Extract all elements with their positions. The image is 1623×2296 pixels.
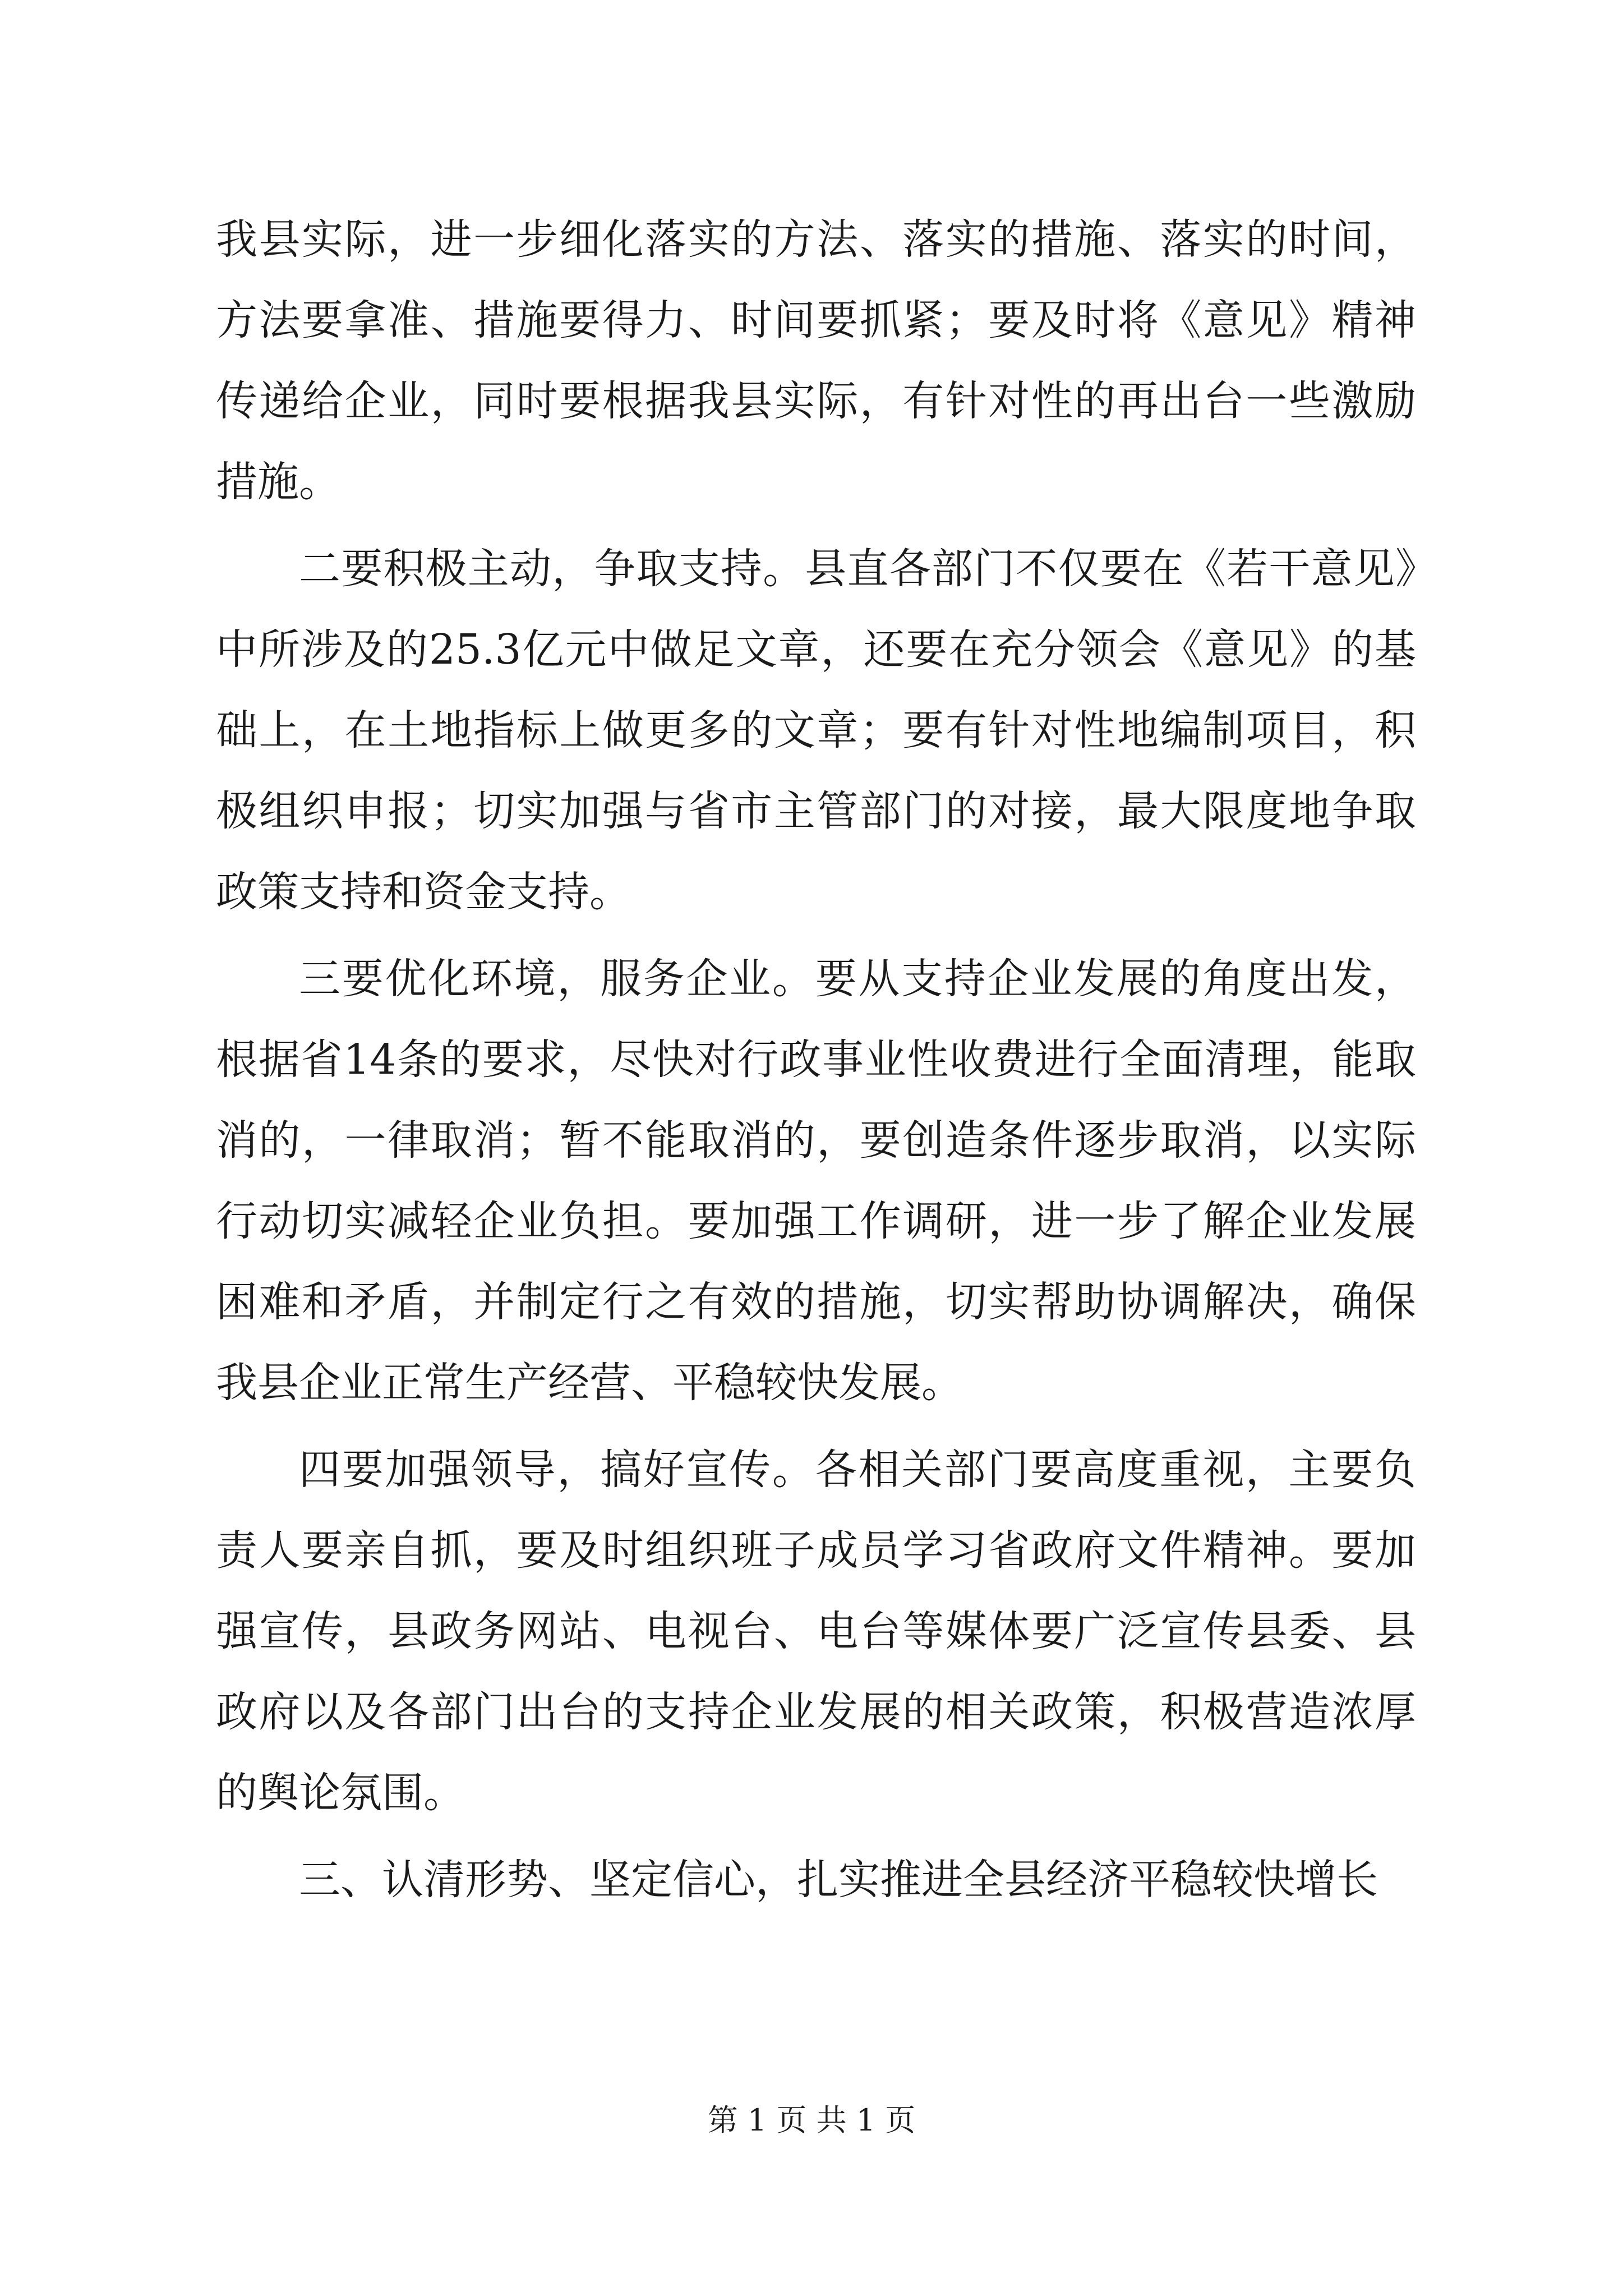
page-footer: 第 1 页 共 1 页 bbox=[707, 2102, 916, 2138]
paragraph-1: 我县实际，进一步细化落实的方法、落实的措施、落实的时间，方法要拿准、措施要得力、时间要抓紧；要及时将《意见》精神传递给企业，同时要根据我县实际，有针对性的再出台一些激励措施。 bbox=[216, 215, 1416, 506]
section-heading-3: 三、认清形势、坚定信心，扎实推进全县经济平稳较快增长 bbox=[299, 1856, 1378, 1904]
paragraph-4: 四要加强领导，搞好宣传。各相关部门要高度重视，主要负责人要亲自抓，要及时组织班子成员学习省政府文件精神。要加强宣传，县政务网站、电视台、电台等媒体要广泛宣传县委、县政府以及各部门出台的支持企业发展的相关政策，积极营造浓厚的舆论氛围。 bbox=[216, 1446, 1416, 1817]
paragraph-2: 二要积极主动，争取支持。县直各部门不仅要在《若干意见》中所涉及的25.3亿元中做足文章，还要在充分领会《意见》的基础上，在土地指标上做更多的文章；要有针对性地编制项目，积极组织申报；切实加强与省市主管部门的对接，最大限度地争取政策支持和资金支持。 bbox=[216, 545, 1416, 916]
paragraph-3: 三要优化环境，服务企业。要从支持企业发展的角度出发，根据省14条的要求，尽快对行政事业性收费进行全面清理，能取消的，一律取消；暂不能取消的，要创造条件逐步取消，以实际行动切实减轻企业负担。要加强工作调研，进一步了解企业发展困难和矛盾，并制定行之有效的措施，切实帮助协调解决，确保我县企业正常生产经营、平稳较快发展。 bbox=[216, 955, 1416, 1407]
document-body bbox=[216, 199, 1416, 1926]
